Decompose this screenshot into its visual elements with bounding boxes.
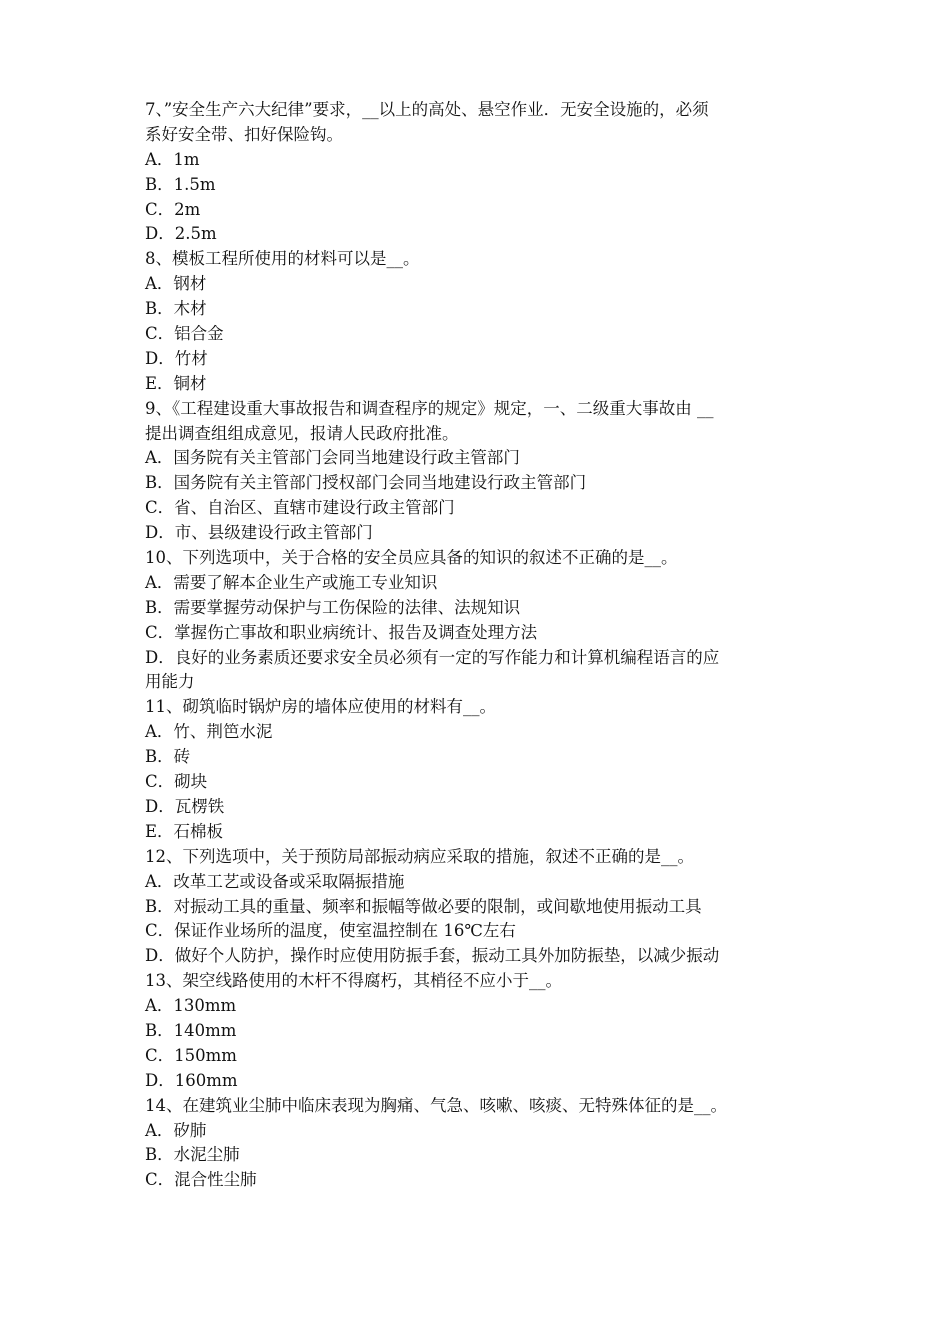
text-line: B．1.5m	[145, 174, 216, 194]
text-line: A．130mm	[145, 996, 237, 1016]
text-line: D．竹材	[145, 348, 208, 368]
text-line: C．混合性尘肺	[145, 1170, 257, 1190]
text-line: D．良好的业务素质还要求安全员必须有一定的写作能力和计算机编程语言的应	[145, 647, 720, 667]
text-line: 12、下列选项中，关于预防局部振动病应采取的措施，叙述不正确的是__。	[145, 846, 694, 866]
text-line: D．做好个人防护，操作时应使用防振手套，振动工具外加防振垫，以减少振动	[145, 946, 720, 966]
text-line: 系好安全带、扣好保险钩。	[145, 124, 343, 144]
text-line: A．需要了解本企业生产或施工专业知识	[145, 572, 438, 592]
text-line: A．改革工艺或设备或采取隔振措施	[145, 871, 405, 891]
text-line: A．国务院有关主管部门会同当地建设行政主管部门	[145, 448, 520, 468]
text-line: C．2m	[145, 199, 201, 219]
document-page	[145, 98, 813, 1193]
text-line: D．160mm	[145, 1070, 238, 1090]
text-line: C．保证作业场所的温度，使室温控制在 16℃左右	[145, 921, 516, 941]
text-line: C．砌块	[145, 772, 208, 792]
text-line: E．石棉板	[145, 821, 224, 841]
text-line: 11、砌筑临时锅炉房的墙体应使用的材料有__。	[145, 697, 496, 717]
text-line: B．木材	[145, 299, 207, 319]
text-line: D．市、县级建设行政主管部门	[145, 523, 373, 543]
text-line: B．对振动工具的重量、频率和振幅等做必要的限制，或间歇地使用振动工具	[145, 896, 702, 916]
text-line: 13、架空线路使用的木杆不得腐朽，其梢径不应小于__。	[145, 971, 562, 991]
text-line: B．国务院有关主管部门授权部门会同当地建设行政主管部门	[145, 473, 587, 493]
text-line: 用能力	[145, 672, 195, 692]
text-line: E．铜材	[145, 373, 207, 393]
text-line: C．150mm	[145, 1045, 237, 1065]
text-line: 10、下列选项中，关于合格的安全员应具备的知识的叙述不正确的是__。	[145, 548, 678, 568]
text-line: A．矽肺	[145, 1120, 207, 1140]
text-line: C．掌握伤亡事故和职业病统计、报告及调查处理方法	[145, 622, 538, 642]
text-line: A．1m	[145, 149, 200, 169]
text-line: A．钢材	[145, 274, 207, 294]
text-line: 7、”安全生产六大纪律”要求，__以上的高处、悬空作业．无安全设施的，必须	[145, 100, 709, 119]
text-line: 9、《工程建设重大事故报告和调查程序的规定》规定，一、二级重大事故由 __	[145, 398, 714, 418]
text-line: D．瓦楞铁	[145, 796, 225, 816]
text-line: 提出调查组组成意见，报请人民政府批准。	[145, 423, 459, 443]
text-line: D．2.5m	[145, 224, 217, 244]
text-line: B．需要掌握劳动保护与工伤保险的法律、法规知识	[145, 597, 521, 617]
text-line: 8、模板工程所使用的材料可以是__。	[145, 249, 420, 269]
text-line: A．竹、荆笆水泥	[145, 722, 273, 742]
text-line: C．铝合金	[145, 324, 224, 344]
text-line: B．水泥尘肺	[145, 1145, 240, 1165]
text-line: C．省、自治区、直辖市建设行政主管部门	[145, 498, 455, 518]
text-line: B．140mm	[145, 1020, 237, 1040]
text-line: 14、在建筑业尘肺中临床表现为胸痛、气急、咳嗽、咳痰、无特殊体征的是__。	[145, 1095, 727, 1115]
text-line: B．砖	[145, 747, 191, 767]
